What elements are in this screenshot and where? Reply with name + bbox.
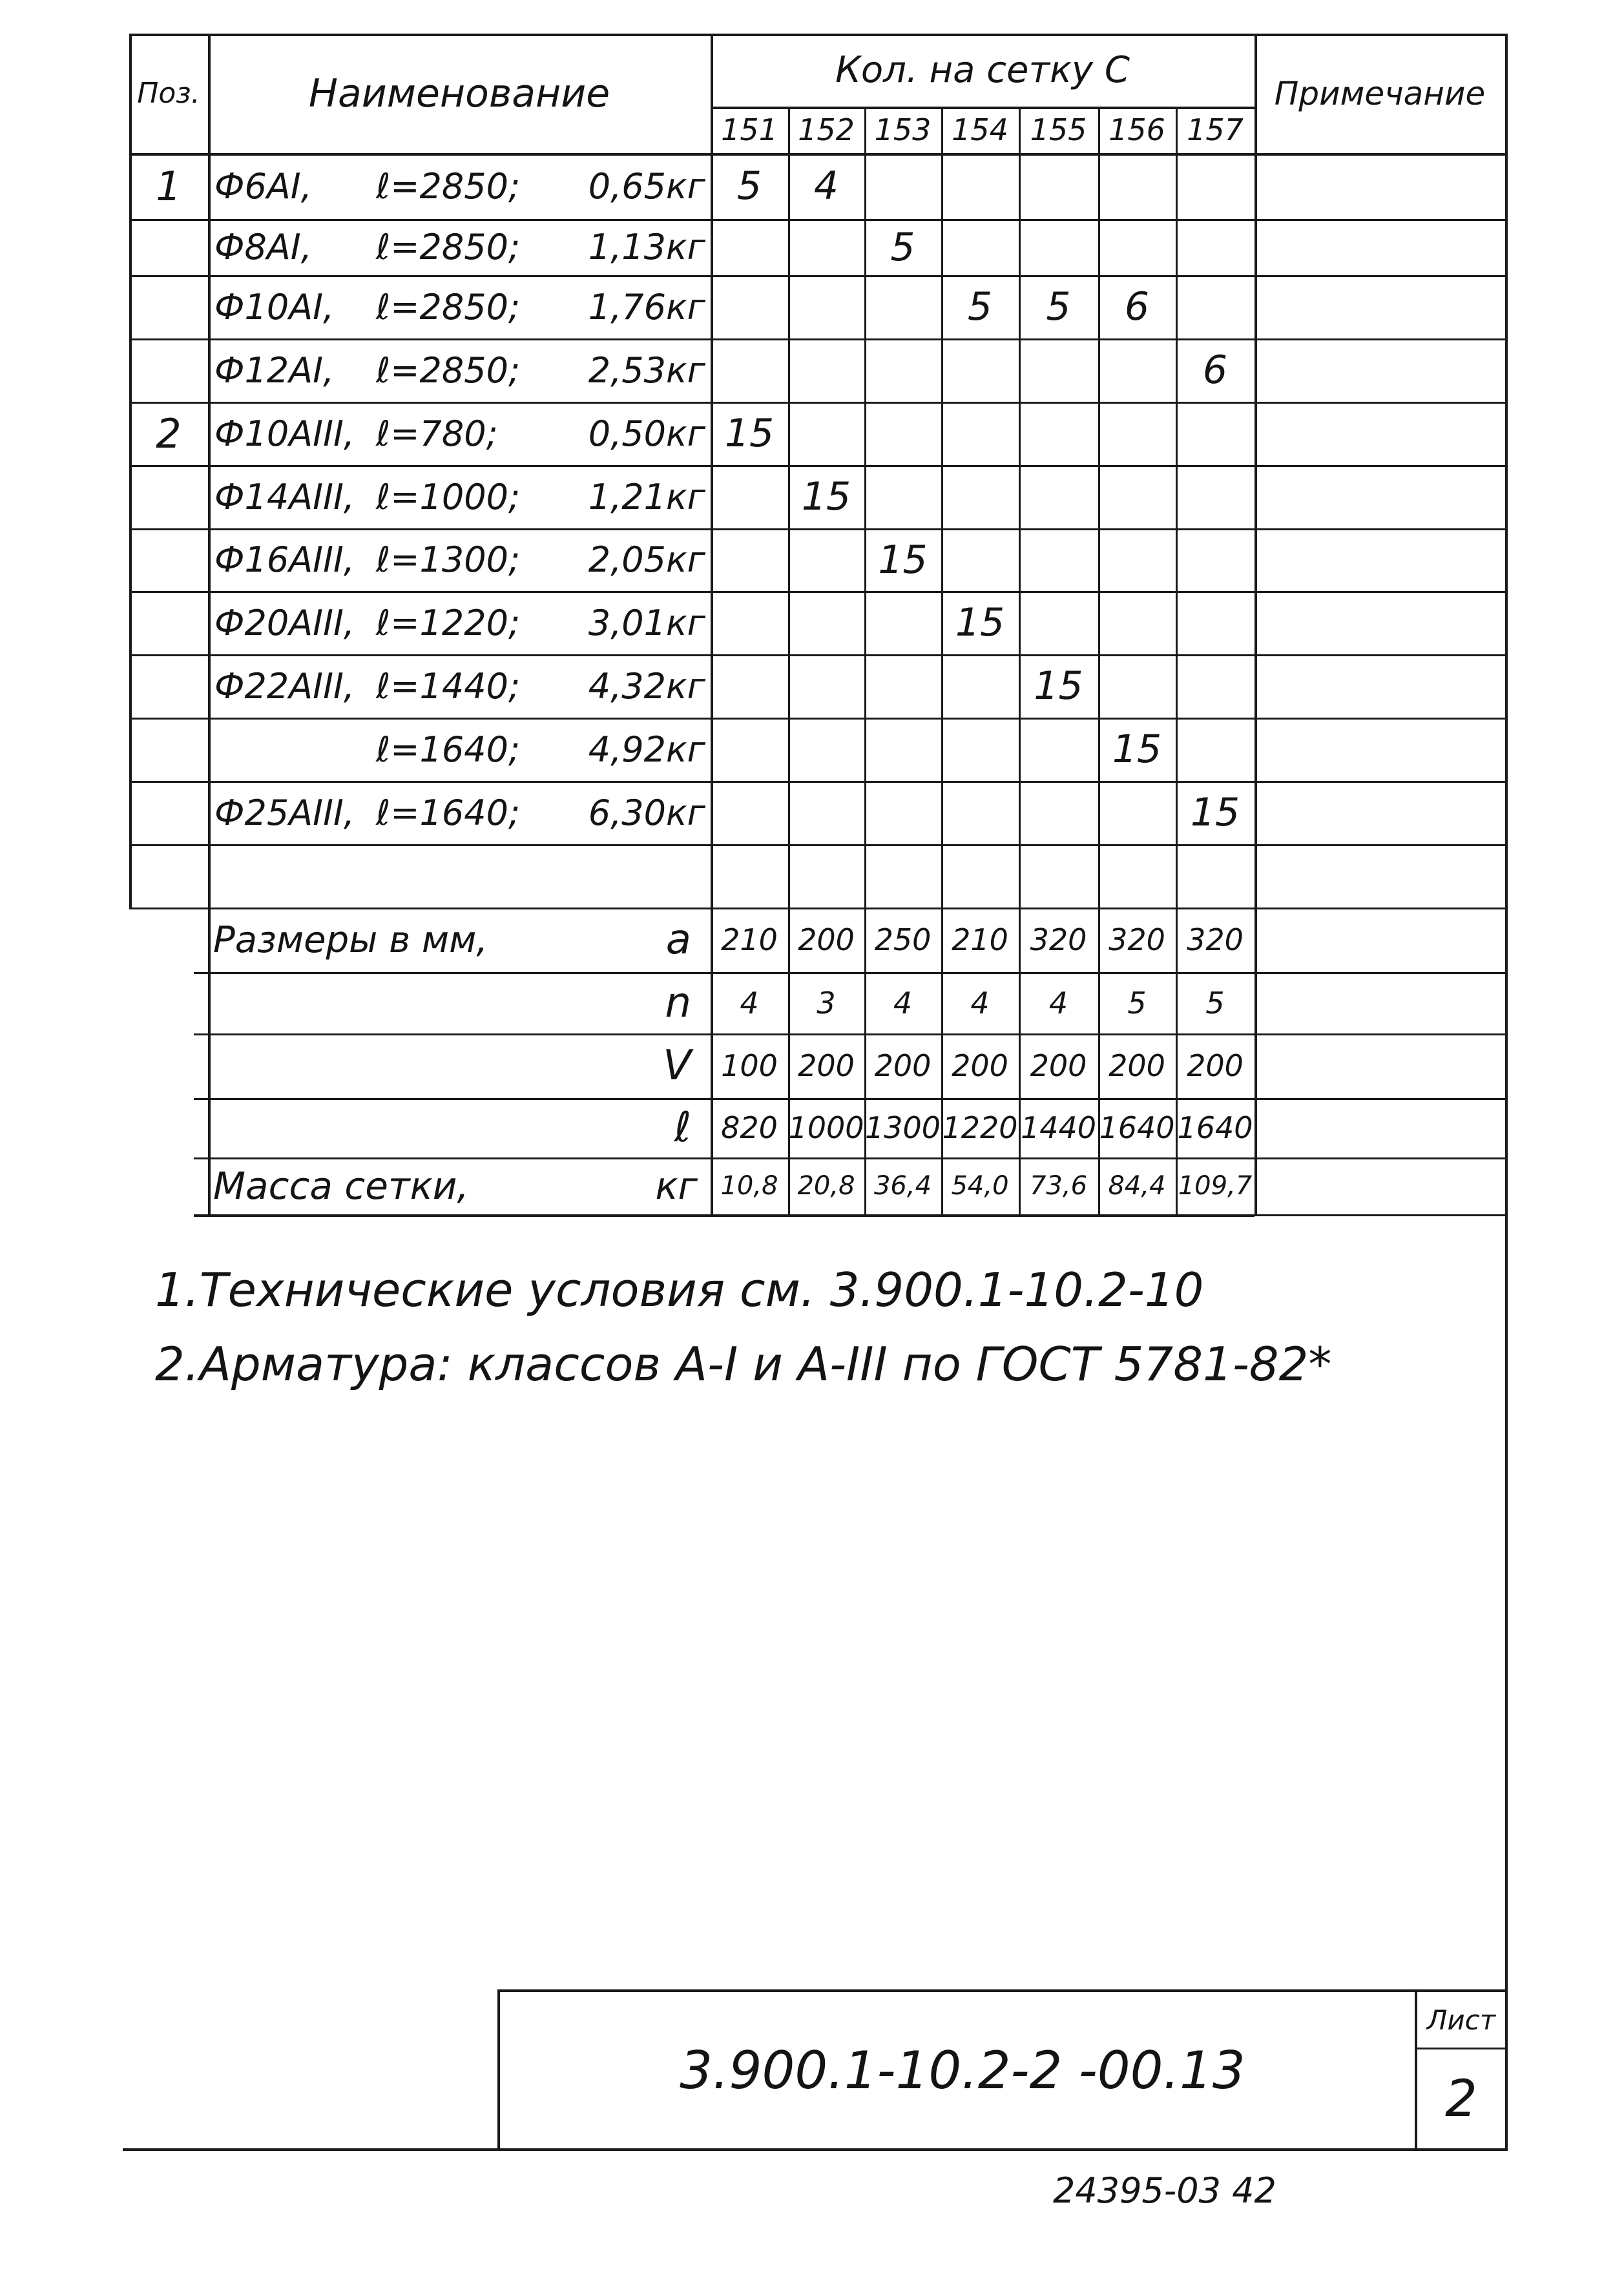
- dims-value: 210: [952, 922, 1008, 957]
- row-qty-151: [711, 718, 788, 781]
- row-name: [214, 718, 376, 781]
- dims-symbol: V: [663, 1042, 691, 1090]
- row-name: Ф10АIII,: [214, 413, 355, 454]
- row-qty-152: 15: [801, 474, 851, 519]
- row-qty-156: [1098, 153, 1176, 219]
- row-qty-156: [1098, 654, 1176, 718]
- row-length: ℓ=1440;: [376, 665, 521, 707]
- header-column-153: 153: [874, 112, 932, 147]
- row-qty-153: [864, 718, 941, 781]
- row-length: ℓ=1000;: [376, 476, 521, 517]
- row-pos: [129, 338, 208, 402]
- row-mass: 6,30кг: [588, 792, 705, 833]
- dims-value: 200: [1030, 1048, 1087, 1083]
- mass-value: 36,4: [873, 1171, 932, 1201]
- row-qty-152: [788, 718, 864, 781]
- row-qty-157: [1176, 528, 1254, 591]
- dims-value: 1640: [1177, 1110, 1253, 1145]
- row-qty-153: [864, 591, 941, 654]
- row-qty-156: [1098, 338, 1176, 402]
- row-qty-155: [1019, 844, 1098, 908]
- sheet-number: 2: [1445, 2070, 1477, 2128]
- dims-value: 1220: [942, 1110, 1018, 1145]
- mass-value: 54,0: [951, 1171, 1009, 1201]
- row-pos: [129, 219, 208, 275]
- row-qty-154: [941, 402, 1019, 465]
- row-mass: 1,76кг: [588, 286, 705, 327]
- dims-value: 320: [1187, 922, 1244, 957]
- row-pos: 1: [156, 162, 182, 210]
- row-qty-151: [711, 781, 788, 844]
- title-block-top: [497, 1989, 1505, 1992]
- row-qty-156: [1098, 844, 1176, 908]
- dims-value: 200: [874, 1048, 932, 1083]
- row-qty-153: [864, 844, 941, 908]
- row-qty-153: [864, 275, 941, 338]
- row-name: Ф12АI,: [214, 349, 335, 391]
- dims-value: 1640: [1099, 1110, 1175, 1145]
- mass-unit: кг: [655, 1164, 698, 1208]
- note-1: 1.Технические условия см. 3.900.1-10.2-10: [155, 1263, 1204, 1317]
- row-qty-155: [1019, 338, 1098, 402]
- row-qty-155: [1019, 219, 1098, 275]
- row-qty-152: [788, 275, 864, 338]
- row-qty-152: [788, 219, 864, 275]
- dims-value: 4: [970, 985, 990, 1021]
- row-qty-151: 5: [736, 163, 762, 209]
- row-qty-157: [1176, 275, 1254, 338]
- mass-value: 73,6: [1029, 1171, 1088, 1201]
- row-mass: 0,50кг: [588, 413, 705, 454]
- row-qty-151: [711, 219, 788, 275]
- dims-value: 3: [817, 985, 836, 1021]
- row-qty-154: 15: [955, 600, 1005, 645]
- row-qty-151: [711, 275, 788, 338]
- dims-value: 200: [798, 1048, 855, 1083]
- dims-value: 1440: [1020, 1110, 1097, 1145]
- row-qty-157: [1176, 402, 1254, 465]
- note-col-line: [1254, 34, 1257, 1214]
- mass-value: 10,8: [720, 1171, 778, 1201]
- row-qty-151: [711, 465, 788, 528]
- row-qty-154: [941, 219, 1019, 275]
- row-qty-156: [1098, 402, 1176, 465]
- dims-label: Размеры в мм,: [213, 918, 488, 961]
- row-qty-155: [1019, 465, 1098, 528]
- row-name: Ф16АIII,: [214, 539, 355, 580]
- title-block-left: [497, 1989, 500, 2151]
- dims-value: 200: [1109, 1048, 1165, 1083]
- row-qty-156: [1098, 528, 1176, 591]
- row-qty-153: [864, 654, 941, 718]
- row-qty-152: [788, 654, 864, 718]
- header-pos: Поз.: [137, 77, 200, 110]
- row-mass: 4,32кг: [588, 665, 705, 707]
- row-qty-157: [1176, 591, 1254, 654]
- row-qty-156: 6: [1124, 284, 1150, 329]
- dims-value: 320: [1030, 922, 1087, 957]
- row-qty-156: 15: [1112, 727, 1162, 772]
- row-qty-157: [1176, 718, 1254, 781]
- row-qty-151: [711, 654, 788, 718]
- row-qty-154: [941, 465, 1019, 528]
- row-qty-155: [1019, 781, 1098, 844]
- header-column-152: 152: [798, 112, 855, 147]
- row-name: Ф10АI,: [214, 286, 335, 327]
- row-qty-157: [1176, 654, 1254, 718]
- row-qty-154: [941, 338, 1019, 402]
- row-qty-155: [1019, 718, 1098, 781]
- dims-value: 100: [721, 1048, 778, 1083]
- row-qty-155: [1019, 591, 1098, 654]
- row-qty-154: 5: [967, 284, 993, 329]
- row-name: Ф22АIII,: [214, 665, 355, 707]
- row-name: Ф8АI,: [214, 227, 312, 267]
- row-qty-157: [1176, 844, 1254, 908]
- sheet-label: Лист: [1426, 2004, 1496, 2036]
- row-mass: 4,92кг: [588, 729, 705, 770]
- row-name: Ф14АIII,: [214, 476, 355, 517]
- dims-value: 210: [721, 922, 778, 957]
- row-length: ℓ=1300;: [376, 539, 521, 580]
- mass-label: Масса сетки,: [213, 1164, 469, 1208]
- row-qty-151: [711, 591, 788, 654]
- header-name: Наименование: [308, 70, 610, 116]
- mass-value: 109,7: [1178, 1171, 1253, 1201]
- mass-value: 84,4: [1108, 1171, 1166, 1201]
- row-length: ℓ=2850;: [376, 286, 521, 327]
- row-qty-153: 5: [890, 224, 915, 270]
- row-name: [214, 844, 376, 908]
- row-pos: 2: [156, 410, 182, 457]
- row-qty-156: [1098, 591, 1176, 654]
- row-length: ℓ=1220;: [376, 602, 521, 643]
- header-column-154: 154: [952, 112, 1008, 147]
- dims-symbol: ℓ: [674, 1104, 691, 1152]
- header-column-155: 155: [1030, 112, 1087, 147]
- frame-right-line: [1505, 34, 1508, 2151]
- row-length: ℓ=780;: [376, 413, 498, 454]
- row-mass: 1,13кг: [588, 227, 705, 267]
- row-qty-152: [788, 844, 864, 908]
- row-qty-154: [941, 781, 1019, 844]
- row-pos: [129, 465, 208, 528]
- row-qty-153: [864, 465, 941, 528]
- row-qty-156: [1098, 781, 1176, 844]
- dims-symbol: n: [665, 979, 691, 1027]
- row-pos: [129, 528, 208, 591]
- row-length: ℓ=2850;: [376, 165, 521, 207]
- row-mass: 2,53кг: [588, 349, 705, 391]
- row-qty-155: 5: [1046, 284, 1071, 329]
- row-name: Ф6АI,: [214, 165, 312, 207]
- row-qty-154: [941, 153, 1019, 219]
- row-qty-153: [864, 781, 941, 844]
- frame-bottom-line: [123, 2148, 1508, 2151]
- mass-value: 20,8: [797, 1171, 855, 1201]
- header-column-156: 156: [1109, 112, 1165, 147]
- row-pos: [129, 844, 208, 908]
- dims-value: 200: [952, 1048, 1008, 1083]
- row-qty-157: [1176, 465, 1254, 528]
- row-qty-154: [941, 654, 1019, 718]
- row-qty-154: [941, 528, 1019, 591]
- dims-value: 4: [893, 985, 913, 1021]
- header-qty-group: Кол. на сетку С: [835, 49, 1130, 91]
- row-qty-153: [864, 402, 941, 465]
- row-qty-152: [788, 781, 864, 844]
- row-qty-152: 4: [813, 163, 839, 209]
- dims-value: 5: [1127, 985, 1147, 1021]
- row-length: [376, 844, 537, 908]
- row-qty-155: 15: [1034, 663, 1083, 709]
- dims-value: 4: [1048, 985, 1068, 1021]
- row-name: Ф25АIII,: [214, 792, 355, 833]
- row-qty-157: [1176, 153, 1254, 219]
- row-qty-152: [788, 591, 864, 654]
- row-length: ℓ=2850;: [376, 227, 521, 267]
- sheet-box-mid: [1415, 2048, 1505, 2049]
- dims-value: 820: [721, 1110, 778, 1145]
- row-pos: [129, 718, 208, 781]
- row-mass: [531, 844, 705, 908]
- row-mass: 0,65кг: [588, 165, 705, 207]
- dims-value: 200: [1187, 1048, 1244, 1083]
- row-length: ℓ=2850;: [376, 349, 521, 391]
- row-qty-156: [1098, 465, 1176, 528]
- row-mass: 2,05кг: [588, 539, 705, 580]
- row-qty-152: [788, 402, 864, 465]
- row-pos: [129, 654, 208, 718]
- row-mass: 1,21кг: [588, 476, 705, 517]
- row-qty-152: [788, 338, 864, 402]
- row-pos: [129, 591, 208, 654]
- dims-value: 250: [874, 922, 932, 957]
- row-mass: 3,01кг: [588, 602, 705, 643]
- dims-value: 1000: [788, 1110, 864, 1145]
- row-qty-155: [1019, 153, 1098, 219]
- dims-value: 200: [798, 922, 855, 957]
- row-qty-151: [711, 528, 788, 591]
- row-pos: [129, 781, 208, 844]
- row-qty-157: 6: [1202, 347, 1228, 393]
- row-qty-155: [1019, 528, 1098, 591]
- drawing-code: 3.900.1-10.2-2 -00.13: [680, 2040, 1245, 2100]
- header-note: Примечание: [1274, 74, 1486, 112]
- row-qty-151: [711, 844, 788, 908]
- dims-symbol: a: [665, 916, 691, 964]
- row-qty-152: [788, 528, 864, 591]
- pos-col-line: [208, 34, 211, 1214]
- archive-code: 24395-03 42: [1053, 2170, 1276, 2211]
- row-length: ℓ=1640;: [376, 729, 521, 770]
- row-qty-153: [864, 338, 941, 402]
- row-qty-153: [864, 153, 941, 219]
- header-column-151: 151: [721, 112, 778, 147]
- mass-bottom-line: [194, 1214, 1254, 1217]
- header-column-157: 157: [1187, 112, 1244, 147]
- row-pos: [129, 275, 208, 338]
- row-name: Ф20АIII,: [214, 602, 355, 643]
- dims-value: 320: [1109, 922, 1165, 957]
- row-qty-153: 15: [878, 537, 928, 583]
- dims-value: 5: [1205, 985, 1225, 1021]
- row-qty-157: [1176, 219, 1254, 275]
- note-2: 2.Арматура: классов А-I и А-III по ГОСТ 5781-82*: [155, 1337, 1332, 1391]
- row-qty-154: [941, 718, 1019, 781]
- row-length: ℓ=1640;: [376, 792, 521, 833]
- row-qty-151: [711, 338, 788, 402]
- row-qty-155: [1019, 402, 1098, 465]
- dims-value: 1300: [864, 1110, 941, 1145]
- dims-value: 4: [740, 985, 759, 1021]
- row-qty-151: 15: [724, 411, 775, 456]
- row-qty-154: [941, 844, 1019, 908]
- row-qty-157: 15: [1190, 790, 1240, 835]
- row-qty-156: [1098, 219, 1176, 275]
